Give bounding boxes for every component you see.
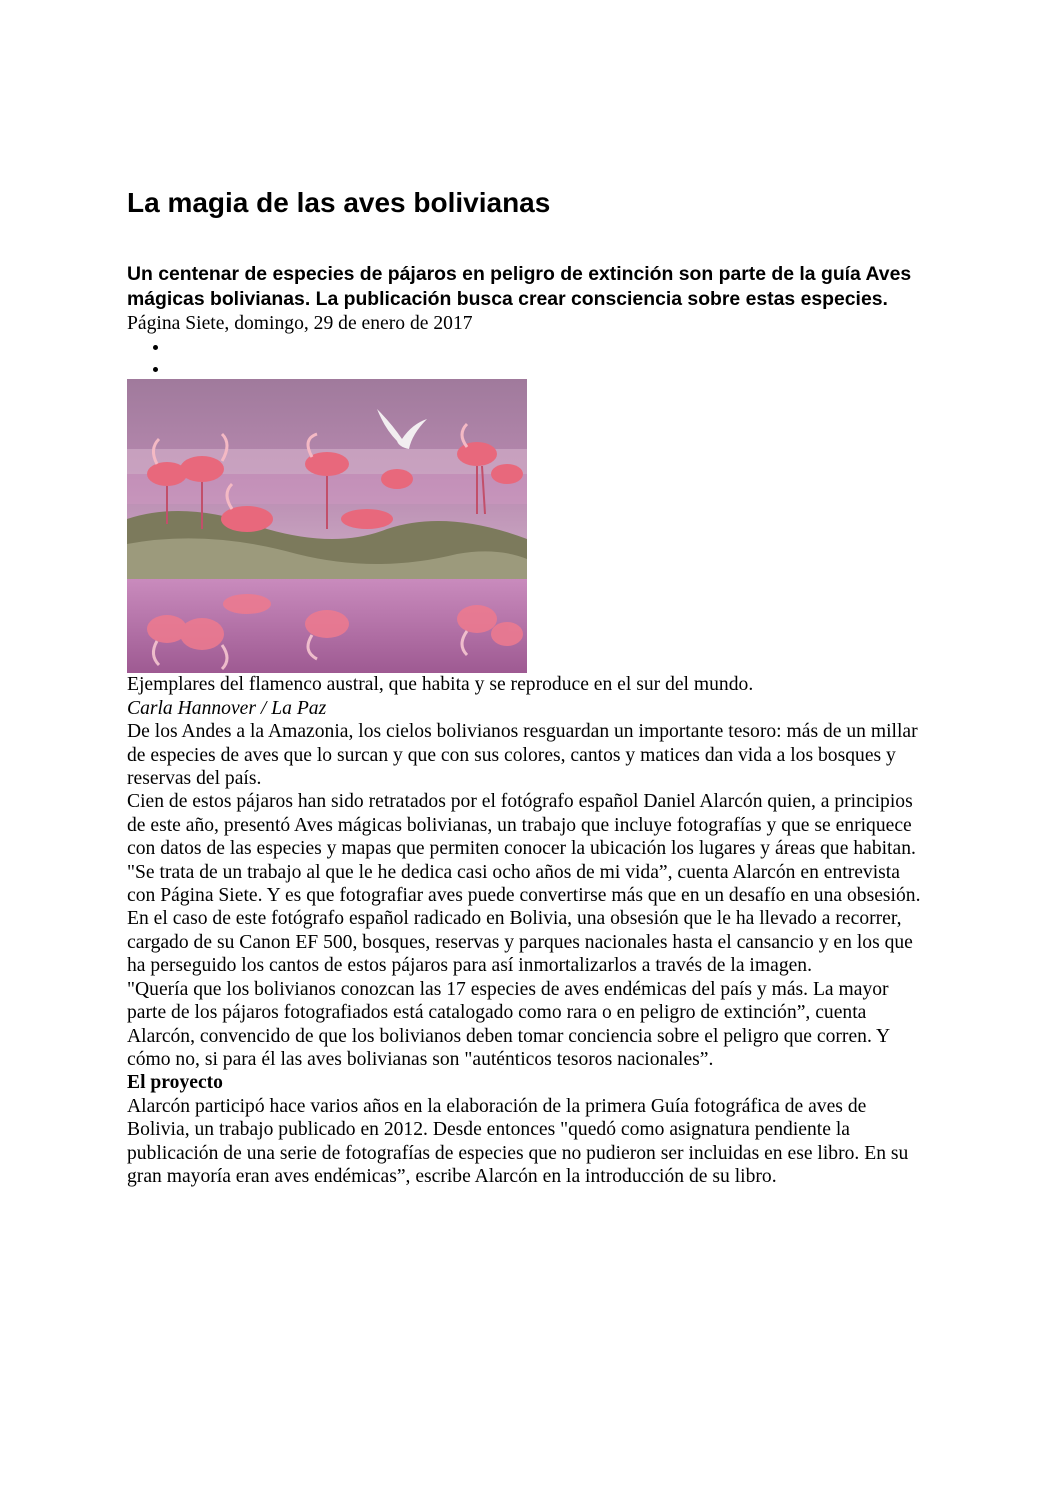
article-subtitle: Un centenar de especies de pájaros en peligro de extinción son parte de la guía Aves mágicas bolivianas. La publicación busca crear consciencia sobre estas especies.: [127, 263, 912, 310]
paragraph: "Quería que los bolivianos conozcan las 17 especies de aves endémicas del país y más. La mayor parte de los pájaros fotografiados está catalogado como rara o en peligro de extinción”, cuenta Alarcón, convencido de que los bolivianos deben tomar conciencia sobre el peligro que corren. Y cómo no, si para él las aves bolivianas son "auténticos tesoros nacionales”.: [127, 978, 890, 1070]
dateline: Página Siete, domingo, 29 de enero de 2017: [127, 313, 473, 334]
byline: Carla Hannover / La Paz: [127, 697, 327, 719]
share-item[interactable]: [127, 335, 927, 357]
paragraph: "Se trata de un trabajo al que le he dedica casi ocho años de mi vida”, cuenta Alarcón en entrevista con Página Siete. Y es que fotografiar aves puede convertirse más que en un desafío en una obsesión. En el caso de este fotógrafo español radicado en Bolivia, una obsesión que le ha llevado a recorrer, cargado de su Canon EF 500, bosques, reservas y parques nacionales hasta el cansancio y en los que ha perseguido los cantos de estos pájaros para así inmortalizarlos a través de la imagen.: [127, 861, 921, 977]
section-heading: El proyecto: [127, 1072, 223, 1094]
article: [127, 186, 927, 1188]
paragraph: Cien de estos pájaros han sido retratados por el fotógrafo español Daniel Alarcón quien, a principios de este año, presentó Aves mágicas bolivianas, un trabajo que incluye fotografías y que se enriquece con datos de las especies y mapas que permiten conocer la ubicación los lugares y áreas que habitan.: [127, 791, 916, 860]
paragraph: Alarcón participó hace varios años en la elaboración de la primera Guía fotográfica de aves de Bolivia, un trabajo publicado en 2012. Desde entonces "quedó como asignatura pendiente la publicación de una serie de fotografías de especies que no pudieron ser incluidas en ese libro. En su gran mayoría eran aves endémicas”, escribe Alarcón en la introducción de su libro.: [127, 1095, 909, 1187]
share-item[interactable]: [127, 357, 927, 379]
share-list: [127, 335, 927, 379]
paragraph: De los Andes a la Amazonia, los cielos bolivianos resguardan un importante tesoro: más de un millar de especies de aves que lo surcan y que con sus colores, cantos y matices dan vida a los bosques y reservas del país.: [127, 721, 918, 790]
article-title: La magia de las aves bolivianas: [127, 187, 551, 218]
photo-caption: Ejemplares del flamenco austral, que habita y se reproduce en el sur del mundo.: [127, 674, 754, 696]
flamingo-photo: [127, 379, 527, 673]
